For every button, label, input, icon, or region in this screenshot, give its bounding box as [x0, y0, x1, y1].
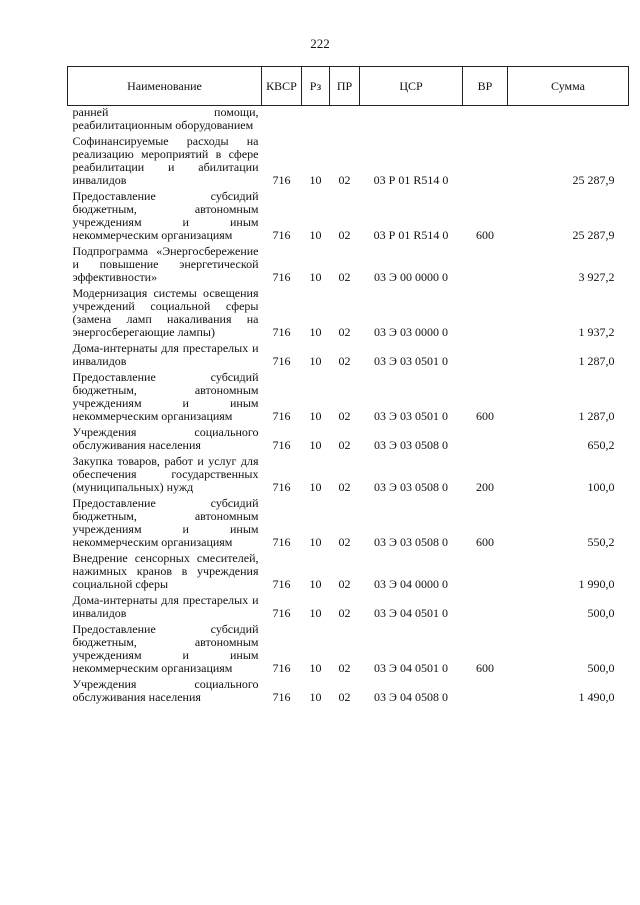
row-sum: 100,0	[587, 480, 615, 494]
row-vr: 600	[476, 409, 494, 423]
table-row	[68, 454, 629, 496]
table-row	[68, 189, 629, 244]
row-csr: 03 Э 03 0508 0	[374, 535, 448, 549]
row-pr	[330, 106, 360, 135]
row-rz: 10	[309, 325, 322, 339]
header-vr: ВР	[463, 67, 508, 106]
row-vr	[463, 134, 508, 189]
table-row	[68, 496, 629, 551]
table-row	[68, 551, 629, 593]
budget-table	[67, 66, 629, 706]
row-name: Предоставление субсидий бюджетным, автономным учреждениям и иным некоммерческим организациям	[72, 496, 259, 549]
row-pr: 02	[338, 438, 351, 452]
row-kvsr: 716	[272, 354, 291, 368]
table-row	[68, 425, 629, 454]
row-pr: 02	[338, 535, 351, 549]
row-vr: 600	[476, 228, 494, 242]
row-rz: 10	[309, 173, 322, 187]
table-row	[68, 134, 629, 189]
row-pr: 02	[338, 354, 351, 368]
row-sum: 650,2	[587, 438, 615, 452]
row-pr: 02	[338, 661, 351, 675]
row-rz: 10	[309, 690, 322, 704]
row-name: Дома-интернаты для престарелых и инвалидов	[72, 593, 259, 620]
row-csr: 03 Э 04 0501 0	[374, 606, 448, 620]
row-pr: 02	[338, 325, 351, 339]
row-rz: 10	[309, 606, 322, 620]
table-row	[68, 593, 629, 622]
row-sum: 1 287,0	[578, 354, 615, 368]
row-sum: 500,0	[587, 606, 615, 620]
header-rz: Рз	[302, 67, 330, 106]
header-pr: ПР	[330, 67, 360, 106]
row-rz: 10	[309, 535, 322, 549]
row-vr	[463, 593, 508, 622]
row-kvsr: 716	[272, 577, 291, 591]
row-rz: 10	[309, 228, 322, 242]
row-csr: 03 Э 03 0508 0	[374, 480, 448, 494]
row-sum: 25 287,9	[572, 228, 615, 242]
header-kvsr: КВСР	[262, 67, 302, 106]
row-name: Дома-интернаты для престарелых и инвалидов	[72, 341, 259, 368]
table-row	[68, 370, 629, 425]
table-row	[68, 622, 629, 677]
row-rz: 10	[309, 409, 322, 423]
row-csr: 03 Р 01 R514 0	[373, 173, 449, 187]
row-pr: 02	[338, 577, 351, 591]
row-sum: 3 927,2	[578, 270, 615, 284]
row-kvsr: 716	[272, 606, 291, 620]
table-row	[68, 244, 629, 286]
row-name: Подпрограмма «Энергосбережение и повышение энергетической эффективности»	[72, 244, 259, 284]
row-rz: 10	[309, 354, 322, 368]
row-vr	[463, 341, 508, 370]
row-vr	[463, 425, 508, 454]
row-csr: 03 Э 04 0501 0	[374, 661, 448, 675]
row-csr: 03 Э 03 0000 0	[374, 325, 448, 339]
row-pr: 02	[338, 606, 351, 620]
row-kvsr: 716	[272, 228, 291, 242]
row-csr: 03 Э 04 0000 0	[374, 577, 448, 591]
header-sum: Сумма	[508, 67, 629, 106]
row-kvsr: 716	[272, 325, 291, 339]
row-rz: 10	[309, 661, 322, 675]
header-name: Наименование	[68, 67, 262, 106]
row-name: Софинансируемые расходы на реализацию мероприятий в сфере реабилитации и абилитации инвалидов	[72, 134, 259, 187]
row-csr: 03 Э 00 0000 0	[374, 270, 448, 284]
row-kvsr: 716	[272, 661, 291, 675]
row-sum: 550,2	[587, 535, 615, 549]
row-kvsr: 716	[272, 173, 291, 187]
row-vr	[463, 551, 508, 593]
row-vr	[463, 244, 508, 286]
row-csr: 03 Э 04 0508 0	[374, 690, 448, 704]
row-rz	[302, 106, 330, 135]
row-vr: 600	[476, 661, 494, 675]
table-row	[68, 106, 629, 135]
row-kvsr: 716	[272, 480, 291, 494]
row-pr: 02	[338, 228, 351, 242]
header-csr: ЦСР	[360, 67, 463, 106]
row-name: Предоставление субсидий бюджетным, автономным учреждениям и иным некоммерческим организациям	[72, 370, 259, 423]
row-pr: 02	[338, 690, 351, 704]
row-vr	[463, 286, 508, 341]
page-number: 222	[310, 36, 330, 51]
row-pr: 02	[338, 173, 351, 187]
row-name: Предоставление субсидий бюджетным, автономным учреждениям и иным некоммерческим организациям	[72, 189, 259, 242]
row-kvsr: 716	[272, 690, 291, 704]
row-kvsr: 716	[272, 270, 291, 284]
row-csr: 03 Э 03 0501 0	[374, 409, 448, 423]
row-kvsr	[262, 106, 302, 135]
row-kvsr: 716	[272, 438, 291, 452]
row-pr: 02	[338, 409, 351, 423]
row-sum: 500,0	[587, 661, 615, 675]
row-vr	[463, 677, 508, 706]
row-sum: 1 990,0	[578, 577, 615, 591]
row-name: Внедрение сенсорных смесителей, нажимных кранов в учреждения социальной сферы	[72, 551, 259, 591]
row-name: Учреждения социального обслуживания населения	[72, 677, 259, 704]
row-pr: 02	[338, 270, 351, 284]
table-row	[68, 286, 629, 341]
table-body	[68, 106, 629, 707]
row-csr: 03 Э 03 0508 0	[374, 438, 448, 452]
table-row	[68, 341, 629, 370]
row-rz: 10	[309, 438, 322, 452]
row-csr	[360, 106, 463, 135]
row-sum	[508, 106, 629, 135]
row-vr: 200	[476, 480, 494, 494]
row-csr: 03 Э 03 0501 0	[374, 354, 448, 368]
row-name: Модернизация системы освещения учреждений социальной сферы (замена ламп накаливания на энергосберегающие лампы)	[72, 286, 259, 339]
row-name: Предоставление субсидий бюджетным, автономным учреждениям и иным некоммерческим организациям	[72, 622, 259, 675]
row-rz: 10	[309, 270, 322, 284]
table-row	[68, 677, 629, 706]
row-sum: 25 287,9	[572, 173, 615, 187]
row-rz: 10	[309, 480, 322, 494]
row-name: Закупка товаров, работ и услуг для обеспечения государственных (муниципальных) нужд	[72, 454, 259, 494]
row-kvsr: 716	[272, 409, 291, 423]
row-csr: 03 Р 01 R514 0	[373, 228, 449, 242]
row-sum: 1 287,0	[578, 409, 615, 423]
row-name: ранней помощи, реабилитационным оборудованием	[72, 105, 259, 132]
row-kvsr: 716	[272, 535, 291, 549]
row-name: Учреждения социального обслуживания населения	[72, 425, 259, 452]
row-vr: 600	[476, 535, 494, 549]
row-sum: 1 937,2	[578, 325, 615, 339]
row-sum: 1 490,0	[578, 690, 615, 704]
table-header	[68, 67, 629, 106]
row-vr	[463, 106, 508, 135]
row-pr: 02	[338, 480, 351, 494]
row-rz: 10	[309, 577, 322, 591]
